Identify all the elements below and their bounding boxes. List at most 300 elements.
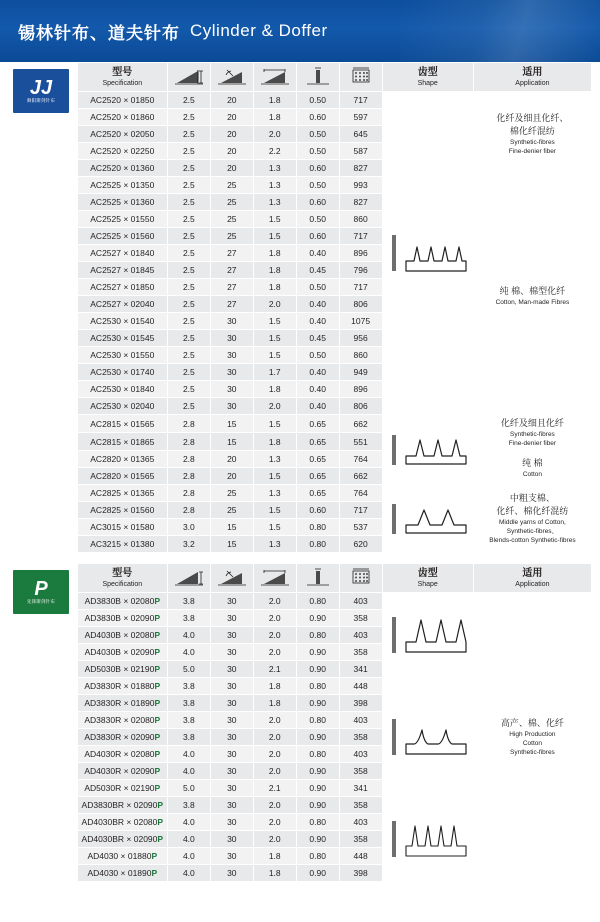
application-cell [473,485,591,553]
shape-cell-sharp [382,415,473,485]
p-suffix: P [154,630,160,640]
cell-v1: 2.5 [167,279,210,296]
rib-side-icon [387,233,401,273]
col-shape-en: Shape [417,581,438,588]
cell-v1: 3.8 [167,797,210,814]
spec-text: AD3830R × 01890 [84,698,155,708]
col-appl-cn: 适用 [522,568,543,579]
appl-cn-line: 化纤及细且化纤 [500,418,564,428]
p-suffix: P [151,868,158,878]
cell-v3: 1.3 [253,160,296,177]
cell-v5: 956 [339,330,382,347]
cell-v5: 1075 [339,313,382,330]
col-rib-thickness [296,63,339,92]
cell-v3: 2.0 [253,610,296,627]
cell-v4: 0.60 [296,160,339,177]
appl-en-line: Synthetic-fibres [510,749,555,756]
cell-v4: 0.65 [296,415,339,433]
cell-v5: 827 [339,194,382,211]
table-row [9,485,592,502]
cell-v1: 2.8 [167,433,210,451]
cell-v1: 3.8 [167,593,210,610]
p-suffix: P [154,664,160,674]
shape-cell-round [382,678,473,797]
cell-v4: 0.40 [296,313,339,330]
cell-v3: 1.5 [253,415,296,433]
cell-v5: 403 [339,627,382,644]
spec-text: AD4030BR × 02090 [81,834,158,844]
cell-v5: 993 [339,177,382,194]
cell-spec: AC2530 × 02040 [77,398,167,415]
spec-text: AD4030B × 02090 [84,647,155,657]
cell-v3: 1.5 [253,211,296,228]
cell-v1: 4.0 [167,763,210,780]
company-logo-blue [13,69,69,113]
cell-spec [77,644,167,661]
cell-spec: AC2530 × 01550 [77,347,167,364]
cell-v5: 398 [339,865,382,882]
logo-mark: JJ [29,77,53,99]
cell-v5: 717 [339,502,382,519]
spec-text: AD4030B × 02080 [84,630,155,640]
cell-v2: 27 [210,245,253,262]
appl-en-line: Synthetic-fibres [510,139,555,146]
cell-v3: 1.8 [253,92,296,109]
cell-v2: 25 [210,502,253,519]
cell-v2: 27 [210,262,253,279]
col-shape [382,63,473,92]
appl-cn-line: 化纤及细且化纤、 [496,113,569,123]
spec-text: AD3830R × 02080 [84,715,155,725]
cell-spec [77,593,167,610]
cell-v4: 0.60 [296,228,339,245]
col-tooth-angle [210,63,253,92]
appl-en-line: Cotton [522,740,542,747]
cell-v4: 0.40 [296,296,339,313]
cell-v2: 25 [210,211,253,228]
cell-v1: 2.5 [167,143,210,160]
tooth-profile-wide [404,501,468,537]
cell-v1: 4.0 [167,865,210,882]
logo-subtext: 舞阳斯剑针布 [26,98,56,103]
cell-v2: 30 [210,610,253,627]
cell-spec: AC2527 × 01840 [77,245,167,262]
cell-v1: 4.0 [167,831,210,848]
table-row [9,177,592,194]
cell-spec: AC2820 × 01365 [77,451,167,468]
appl-en-line: Fine-denier fiber [508,440,557,447]
tooth-depth-icon [254,568,296,588]
cell-v1: 2.5 [167,92,210,109]
cell-spec [77,627,167,644]
table-row [9,92,592,109]
cell-v4: 0.45 [296,262,339,279]
cell-v2: 20 [210,451,253,468]
cell-v5: 949 [339,364,382,381]
cell-v3: 2.0 [253,398,296,415]
cell-v3: 1.8 [253,848,296,865]
col-tooth-depth [253,63,296,92]
col-point-density [339,63,382,92]
cell-spec: AC2520 × 01850 [77,92,167,109]
tooth-profile-tall [404,614,468,656]
cell-v1: 2.5 [167,364,210,381]
cell-v1: 2.8 [167,468,210,485]
cell-v2: 30 [210,593,253,610]
cell-v2: 30 [210,678,253,695]
cell-v5: 403 [339,814,382,831]
cell-v2: 20 [210,92,253,109]
cell-v2: 15 [210,415,253,433]
cell-spec: AC2520 × 02250 [77,143,167,160]
cell-v4: 0.80 [296,814,339,831]
cell-v3: 2.0 [253,831,296,848]
cell-v5: 796 [339,262,382,279]
p-suffix: P [157,817,164,827]
tooth-height-icon [168,67,210,87]
appl-cn-line: 纯 棉 [522,457,543,468]
spec-text: AD4030R × 02080 [84,749,155,759]
spec-text: AD3830B × 02090 [84,613,155,623]
cell-v2: 30 [210,627,253,644]
table-row [9,451,592,468]
appl-cn-line: 化纤、棉化纤混纺 [496,506,569,516]
cell-v1: 3.8 [167,695,210,712]
cell-v4: 0.60 [296,194,339,211]
spec-text: AD5030B × 02190 [84,664,155,674]
col-spec-cn: 型号 [112,568,133,579]
appl-cn-line: 中粗支棉、 [509,493,555,503]
cell-v2: 27 [210,296,253,313]
cell-spec: AC2527 × 02040 [77,296,167,313]
cell-v2: 15 [210,536,253,553]
p-suffix: P [154,596,160,606]
cell-v5: 537 [339,519,382,536]
p-suffix: P [154,766,161,776]
cell-v2: 30 [210,729,253,746]
cell-v2: 30 [210,644,253,661]
cell-v2: 30 [210,712,253,729]
application-cell [473,593,591,882]
cell-spec: AC2825 × 01560 [77,502,167,519]
col-application [473,564,591,593]
col-appl-en: Application [515,581,550,588]
spec-table-2 [8,563,592,882]
cell-v1: 2.5 [167,211,210,228]
cell-v1: 2.5 [167,109,210,126]
cell-v3: 1.8 [253,262,296,279]
cell-v2: 27 [210,279,253,296]
cell-spec [77,763,167,780]
cell-v4: 0.90 [296,865,339,882]
cell-v5: 398 [339,695,382,712]
cell-v1: 2.5 [167,177,210,194]
cell-spec [77,746,167,763]
cell-v2: 30 [210,780,253,797]
col-shape [382,564,473,593]
cell-spec: AC2525 × 01560 [77,228,167,245]
table-block-doffer [0,563,600,882]
cell-spec [77,848,167,865]
cell-v5: 662 [339,415,382,433]
tooth-profile-dense [404,818,468,860]
appl-cn-line: 高产、棉、化纤 [500,718,564,728]
cell-v3: 1.8 [253,695,296,712]
application-cell [473,415,591,451]
rib-thickness-icon [297,568,339,588]
cell-v2: 30 [210,347,253,364]
cell-v4: 0.40 [296,398,339,415]
col-tooth-angle [210,564,253,593]
tooth-angle-icon [211,568,253,588]
p-suffix: P [154,681,161,691]
cell-v2: 30 [210,313,253,330]
cell-v1: 2.5 [167,296,210,313]
shape-cell-tall [382,593,473,678]
tooth-profile-fine [404,231,468,275]
application-cell [473,177,591,415]
cell-v2: 20 [210,143,253,160]
cell-v5: 860 [339,347,382,364]
cell-v2: 30 [210,797,253,814]
cell-v3: 2.0 [253,644,296,661]
cell-spec: AC2530 × 01540 [77,313,167,330]
p-suffix: P [154,715,161,725]
cell-v4: 0.80 [296,712,339,729]
cell-v1: 3.8 [167,678,210,695]
col-spec-cn: 型号 [112,67,133,78]
cell-v2: 25 [210,485,253,502]
cell-v4: 0.60 [296,502,339,519]
cell-v4: 0.90 [296,797,339,814]
cell-spec [77,780,167,797]
section-spacer [0,553,600,563]
col-spec [77,63,167,92]
col-tooth-height [167,63,210,92]
p-suffix: P [154,613,160,623]
cell-spec: AC2815 × 01565 [77,415,167,433]
cell-v1: 2.8 [167,485,210,502]
rib-side-icon [387,615,401,655]
cell-v4: 0.50 [296,177,339,194]
cell-v4: 0.80 [296,746,339,763]
application-cell [473,92,591,177]
cell-v4: 0.50 [296,347,339,364]
cell-v1: 4.0 [167,814,210,831]
cell-spec: AC2825 × 01365 [77,485,167,502]
col-appl-cn: 适用 [522,67,543,78]
cell-v4: 0.40 [296,381,339,398]
cell-v1: 2.5 [167,398,210,415]
col-shape-cn: 齿型 [417,568,438,579]
cell-v5: 341 [339,661,382,678]
cell-v5: 358 [339,797,382,814]
cell-v3: 2.0 [253,746,296,763]
appl-en-line: Middle yarns of Cotton, [498,519,566,526]
cell-v2: 25 [210,194,253,211]
cell-v1: 2.5 [167,194,210,211]
cell-v3: 1.5 [253,519,296,536]
brand-logo-cell [9,564,78,882]
cell-v1: 2.5 [167,126,210,143]
cell-v4: 0.60 [296,109,339,126]
cell-v3: 1.8 [253,279,296,296]
p-suffix: P [154,732,161,742]
cell-spec [77,797,167,814]
cell-v5: 827 [339,160,382,177]
cell-v3: 2.0 [253,712,296,729]
appl-en-line: Blends-cotton Synthetic-fibres [489,537,576,544]
appl-en-line: Synthetic-fibres、 [506,528,559,535]
cell-v1: 4.0 [167,746,210,763]
cell-v1: 3.8 [167,712,210,729]
header-gloss [400,0,600,62]
cell-v3: 1.3 [253,451,296,468]
cell-v3: 1.3 [253,177,296,194]
table-block-cylinder [0,62,600,553]
cell-v4: 0.80 [296,678,339,695]
cell-v1: 2.5 [167,160,210,177]
cell-v2: 30 [210,865,253,882]
cell-v3: 1.5 [253,347,296,364]
cell-v3: 2.0 [253,797,296,814]
logo-mark: P [34,578,48,600]
rib-side-icon [387,502,401,536]
cell-v3: 2.0 [253,729,296,746]
cell-v2: 30 [210,746,253,763]
cell-v4: 0.80 [296,848,339,865]
appl-en-line: Fine-denier fiber [508,148,557,155]
cell-v3: 1.3 [253,194,296,211]
col-point-density [339,564,382,593]
tooth-depth-icon [254,67,296,87]
cell-v3: 1.5 [253,330,296,347]
company-logo-green [13,570,69,614]
cell-v4: 0.40 [296,364,339,381]
cell-spec: AC2520 × 02050 [77,126,167,143]
col-appl-en: Application [515,80,550,87]
cell-v2: 30 [210,330,253,347]
cell-v2: 30 [210,661,253,678]
cell-v3: 2.1 [253,661,296,678]
cell-spec [77,831,167,848]
cell-v2: 30 [210,848,253,865]
cell-v4: 0.90 [296,661,339,678]
cell-v2: 30 [210,398,253,415]
cell-v2: 20 [210,126,253,143]
cell-spec: AC2815 × 01865 [77,433,167,451]
p-suffix: P [151,851,158,861]
spec-text: AD4030R × 02090 [84,766,155,776]
appl-cn-line: 纯 棉、棉型化纤 [499,285,566,296]
tooth-height-icon [168,568,210,588]
cell-v4: 0.80 [296,519,339,536]
cell-v4: 0.80 [296,593,339,610]
spec-text: AD3830BR × 02090 [81,800,158,810]
page-header [0,0,600,62]
rib-side-icon [387,433,401,467]
cell-v5: 717 [339,92,382,109]
point-density-icon [340,67,382,87]
cell-spec: AC3015 × 01580 [77,519,167,536]
cell-v5: 358 [339,831,382,848]
spec-text: AD4030 × 01890 [87,868,152,878]
table-header-row [9,63,592,92]
cell-v3: 2.0 [253,814,296,831]
cell-v3: 1.8 [253,678,296,695]
cell-v5: 645 [339,126,382,143]
cell-v3: 2.0 [253,763,296,780]
cell-spec [77,610,167,627]
cell-v2: 20 [210,468,253,485]
cell-v1: 4.0 [167,644,210,661]
cell-spec [77,729,167,746]
cell-v2: 25 [210,177,253,194]
cell-v5: 896 [339,381,382,398]
appl-en-line: Synthetic-fibres [510,431,555,438]
cell-v1: 3.2 [167,536,210,553]
cell-v1: 2.5 [167,245,210,262]
col-spec [77,564,167,593]
cell-v5: 896 [339,245,382,262]
cell-v3: 2.0 [253,593,296,610]
appl-en-line: Cotton, Man-made Fibres [495,298,570,306]
cell-v5: 717 [339,279,382,296]
cell-v2: 30 [210,763,253,780]
application-cell [473,451,591,485]
cell-spec: AC2527 × 01850 [77,279,167,296]
cell-v2: 30 [210,364,253,381]
cell-v1: 2.5 [167,381,210,398]
cell-v5: 662 [339,468,382,485]
cell-v5: 448 [339,848,382,865]
cell-v4: 0.65 [296,468,339,485]
col-application [473,63,591,92]
cell-v5: 587 [339,143,382,160]
cell-v4: 0.45 [296,330,339,347]
brand-logo-cell [9,63,78,553]
cell-spec [77,814,167,831]
cell-v4: 0.50 [296,279,339,296]
cell-spec [77,661,167,678]
cell-v5: 764 [339,451,382,468]
cell-v1: 3.8 [167,610,210,627]
page-title-en: Cylinder & Doffer [190,21,328,40]
appl-en-line: High Production [509,731,556,738]
cell-v3: 1.5 [253,468,296,485]
cell-spec: AC2520 × 01860 [77,109,167,126]
point-density-icon [340,568,382,588]
cell-v1: 2.8 [167,451,210,468]
cell-v1: 2.8 [167,415,210,433]
p-suffix: P [154,698,161,708]
cell-v2: 30 [210,814,253,831]
cell-spec: AC2820 × 01565 [77,468,167,485]
rib-thickness-icon [297,67,339,87]
cell-v4: 0.40 [296,245,339,262]
cell-v1: 2.8 [167,502,210,519]
table-row [9,593,592,610]
rib-side-icon [387,717,401,757]
cell-v1: 5.0 [167,661,210,678]
cell-v5: 403 [339,712,382,729]
cell-v1: 5.0 [167,780,210,797]
cell-v3: 1.8 [253,245,296,262]
cell-spec: AC2530 × 01840 [77,381,167,398]
cell-v2: 25 [210,228,253,245]
col-shape-en: Shape [417,80,438,87]
cell-v5: 860 [339,211,382,228]
